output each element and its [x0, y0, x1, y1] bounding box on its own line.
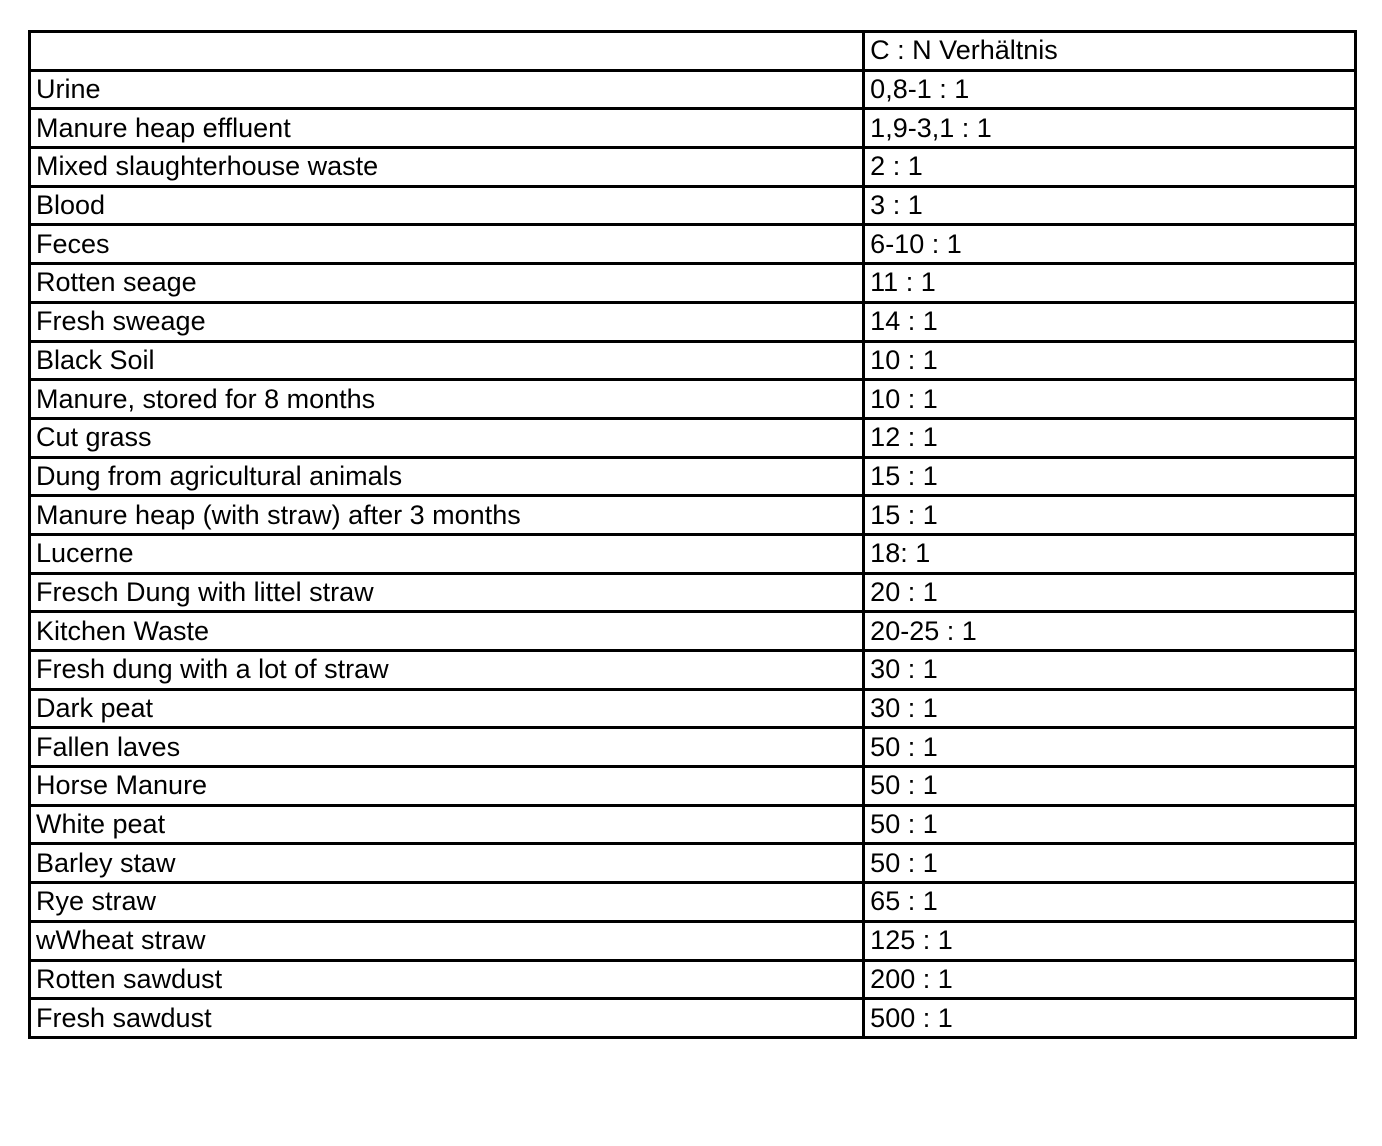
material-cell: Mixed slaughterhouse waste [30, 148, 864, 187]
ratio-cell: 2 : 1 [864, 148, 1356, 187]
ratio-cell: 1,9-3,1 : 1 [864, 109, 1356, 148]
ratio-cell: 14 : 1 [864, 302, 1356, 341]
material-cell: Fresh dung with a lot of straw [30, 651, 864, 690]
table-row [30, 960, 1356, 999]
table-row [30, 148, 1356, 187]
table-row [30, 186, 1356, 225]
material-cell: Feces [30, 225, 864, 264]
material-cell: Dark peat [30, 689, 864, 728]
material-cell: Barley staw [30, 844, 864, 883]
material-cell: Manure, stored for 8 months [30, 380, 864, 419]
ratio-cell: 15 : 1 [864, 457, 1356, 496]
header-ratio-cell: C : N Verhältnis [864, 32, 1356, 71]
material-cell: Horse Manure [30, 767, 864, 806]
material-cell: Kitchen Waste [30, 612, 864, 651]
ratio-cell: 30 : 1 [864, 689, 1356, 728]
material-cell: Black Soil [30, 341, 864, 380]
ratio-cell: 18: 1 [864, 534, 1356, 573]
material-cell: Manure heap effluent [30, 109, 864, 148]
material-cell: Urine [30, 70, 864, 109]
table-row [30, 767, 1356, 806]
table-row [30, 496, 1356, 535]
table-row [30, 534, 1356, 573]
table-row [30, 728, 1356, 767]
material-cell: Rotten sawdust [30, 960, 864, 999]
header-material-cell [30, 32, 864, 71]
ratio-cell: 50 : 1 [864, 767, 1356, 806]
ratio-cell: 30 : 1 [864, 651, 1356, 690]
material-cell: White peat [30, 805, 864, 844]
material-cell: Blood [30, 186, 864, 225]
table-row [30, 225, 1356, 264]
material-cell: Rye straw [30, 883, 864, 922]
material-cell: Dung from agricultural animals [30, 457, 864, 496]
ratio-cell: 10 : 1 [864, 380, 1356, 419]
cn-ratio-table [28, 30, 1357, 1039]
ratio-cell: 0,8-1 : 1 [864, 70, 1356, 109]
table-row [30, 844, 1356, 883]
material-cell: Lucerne [30, 534, 864, 573]
table-row [30, 457, 1356, 496]
ratio-cell: 3 : 1 [864, 186, 1356, 225]
ratio-cell: 50 : 1 [864, 844, 1356, 883]
ratio-cell: 20 : 1 [864, 573, 1356, 612]
ratio-cell: 6-10 : 1 [864, 225, 1356, 264]
ratio-cell: 200 : 1 [864, 960, 1356, 999]
ratio-cell: 65 : 1 [864, 883, 1356, 922]
material-cell: wWheat straw [30, 921, 864, 960]
table-row [30, 341, 1356, 380]
table-row [30, 109, 1356, 148]
material-cell: Rotten seage [30, 264, 864, 303]
table-row [30, 302, 1356, 341]
ratio-cell: 500 : 1 [864, 999, 1356, 1038]
ratio-cell: 50 : 1 [864, 728, 1356, 767]
table-row [30, 70, 1356, 109]
material-cell: Cut grass [30, 418, 864, 457]
ratio-cell: 125 : 1 [864, 921, 1356, 960]
ratio-cell: 50 : 1 [864, 805, 1356, 844]
table-row [30, 264, 1356, 303]
table-row [30, 805, 1356, 844]
table-row [30, 999, 1356, 1038]
ratio-cell: 11 : 1 [864, 264, 1356, 303]
table-row [30, 573, 1356, 612]
table-row [30, 689, 1356, 728]
table-row [30, 380, 1356, 419]
ratio-cell: 12 : 1 [864, 418, 1356, 457]
material-cell: Fresh sawdust [30, 999, 864, 1038]
table-row [30, 651, 1356, 690]
table-row [30, 883, 1356, 922]
ratio-cell: 20-25 : 1 [864, 612, 1356, 651]
table-header-row [30, 32, 1356, 71]
ratio-cell: 10 : 1 [864, 341, 1356, 380]
material-cell: Fresch Dung with littel straw [30, 573, 864, 612]
table-row [30, 612, 1356, 651]
table-row [30, 921, 1356, 960]
ratio-cell: 15 : 1 [864, 496, 1356, 535]
material-cell: Fresh sweage [30, 302, 864, 341]
table-row [30, 418, 1356, 457]
material-cell: Manure heap (with straw) after 3 months [30, 496, 864, 535]
material-cell: Fallen laves [30, 728, 864, 767]
